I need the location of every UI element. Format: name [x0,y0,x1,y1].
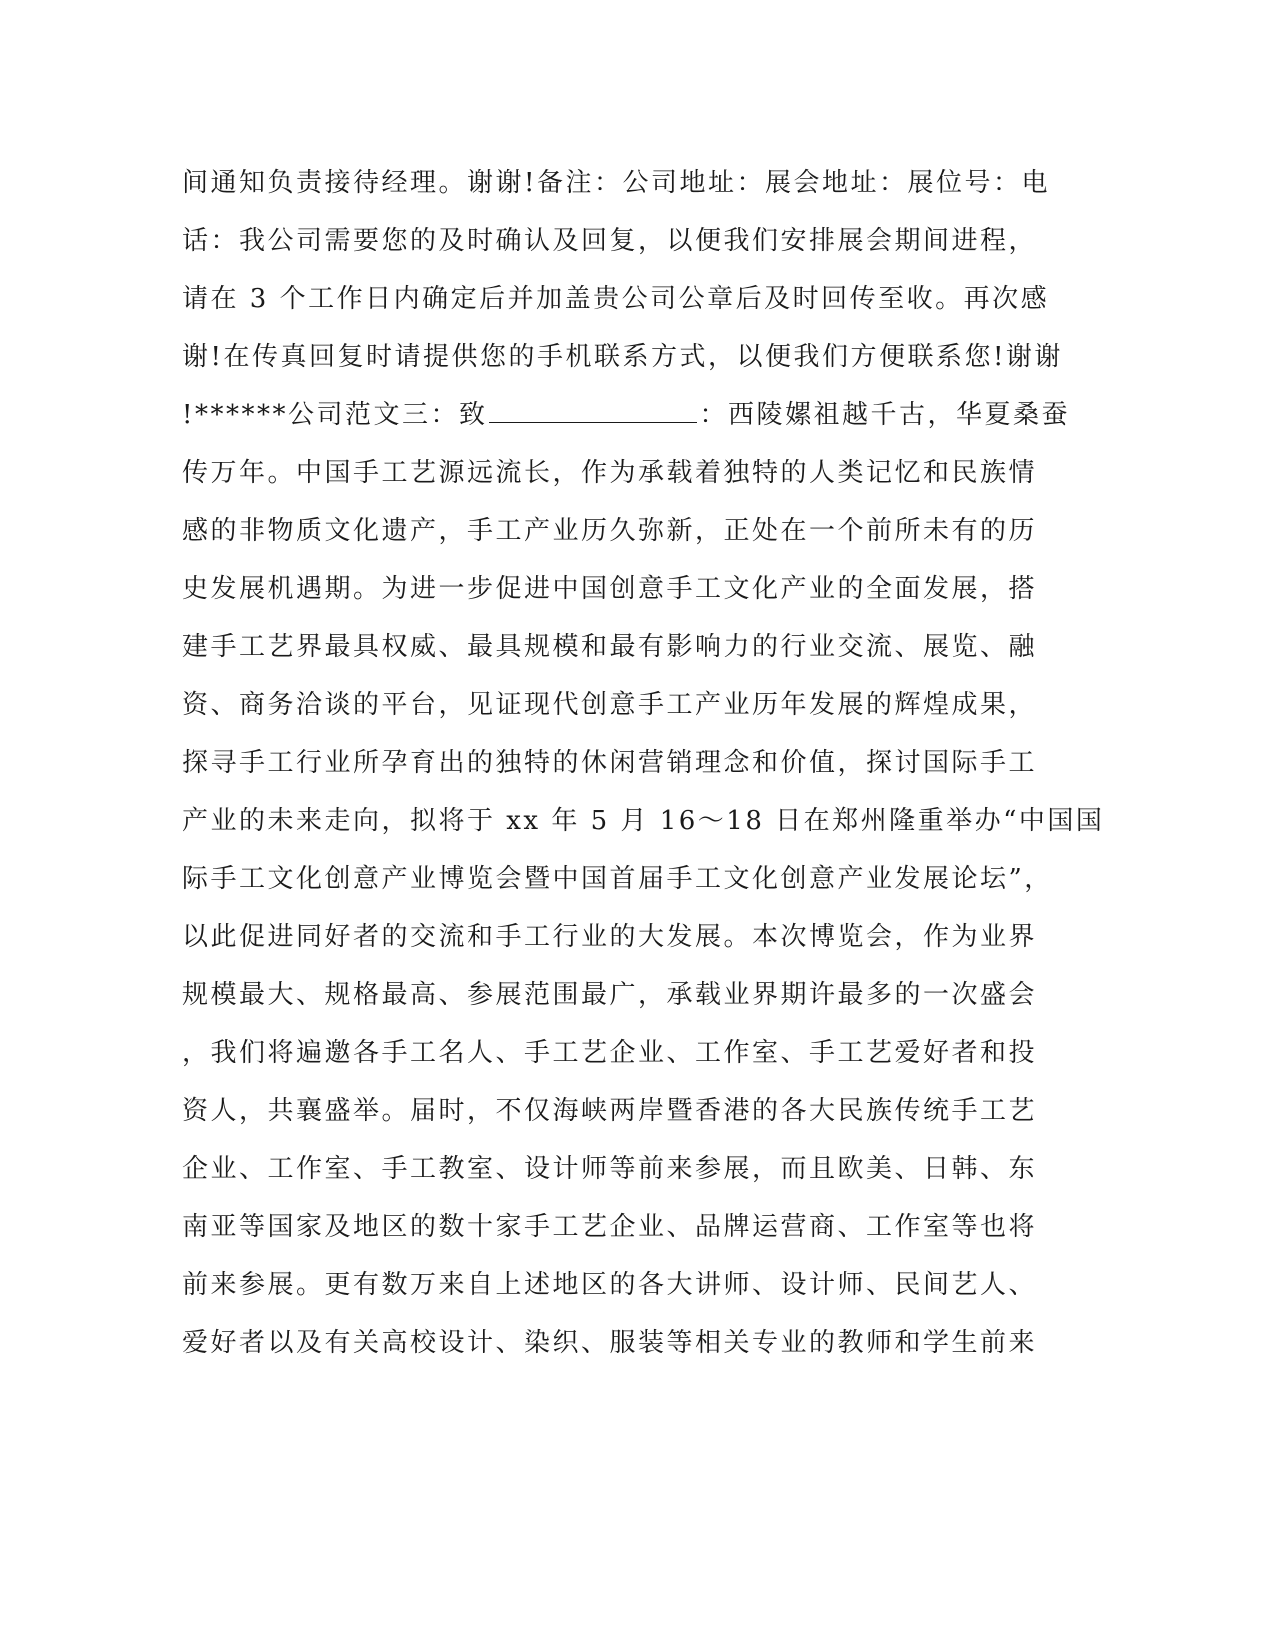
text-line: 请在 3 个工作日内确定后并加盖贵公司公章后及时回传至收。再次感 [182,284,1050,314]
text-line: 际手工文化创意产业博览会暨中国首届手工文化创意产业发展论坛”， [182,864,1053,894]
text-line: 爱好者以及有关高校设计、染织、服装等相关专业的教师和学生前来 [182,1328,1038,1358]
text-line: 企业、工作室、手工教室、设计师等前来参展，而且欧美、日韩、东 [182,1154,1038,1184]
text-line: 规模最大、规格最高、参展范围最广，承载业界期许最多的一次盛会 [182,980,1038,1010]
fill-in-blank [489,396,697,423]
text-line: 史发展机遇期。为进一步促进中国创意手工文化产业的全面发展，搭 [182,574,1038,604]
text-line: 南亚等国家及地区的数十家手工艺企业、品牌运营商、工作室等也将 [182,1212,1038,1242]
salutation-suffix: ：西陵嫘祖越千古，华夏桑蚕 [699,400,1070,430]
text-line: 谢!在传真回复时请提供您的手机联系方式，以便我们方便联系您!谢谢 [182,342,1063,372]
text-line: 话：我公司需要您的及时确认及回复，以便我们安排展会期间进程， [182,226,1038,256]
text-line: 感的非物质文化遗产，手工产业历久弥新，正处在一个前所未有的历 [182,516,1038,546]
text-line: ，我们将遍邀各手工名人、手工艺企业、工作室、手工艺爱好者和投 [182,1038,1038,1068]
text-line: 间通知负责接待经理。谢谢!备注：公司地址：展会地址：展位号：电 [182,168,1050,198]
text-line: 以此促进同好者的交流和手工行业的大发展。本次博览会，作为业界 [182,922,1038,952]
text-line-with-blank [182,396,1070,454]
salutation-prefix: !******公司范文三：致 [182,400,488,430]
text-line: 建手工艺界最具权威、最具规模和最有影响力的行业交流、展览、融 [182,632,1038,662]
text-line: 传万年。中国手工艺源远流长，作为承载着独特的人类记忆和民族情 [182,458,1038,488]
text-line: 探寻手工行业所孕育出的独特的休闲营销理念和价值，探讨国际手工 [182,748,1038,778]
body-text [182,164,1105,1382]
text-line: 产业的未来走向，拟将于 xx 年 5 月 16～18 日在郑州隆重举办“中国国 [182,806,1105,836]
text-line: 资、商务洽谈的平台，见证现代创意手工产业历年发展的辉煌成果， [182,690,1038,720]
text-line: 前来参展。更有数万来自上述地区的各大讲师、设计师、民间艺人、 [182,1270,1038,1300]
text-line: 资人，共襄盛举。届时，不仅海峡两岸暨香港的各大民族传统手工艺 [182,1096,1038,1126]
